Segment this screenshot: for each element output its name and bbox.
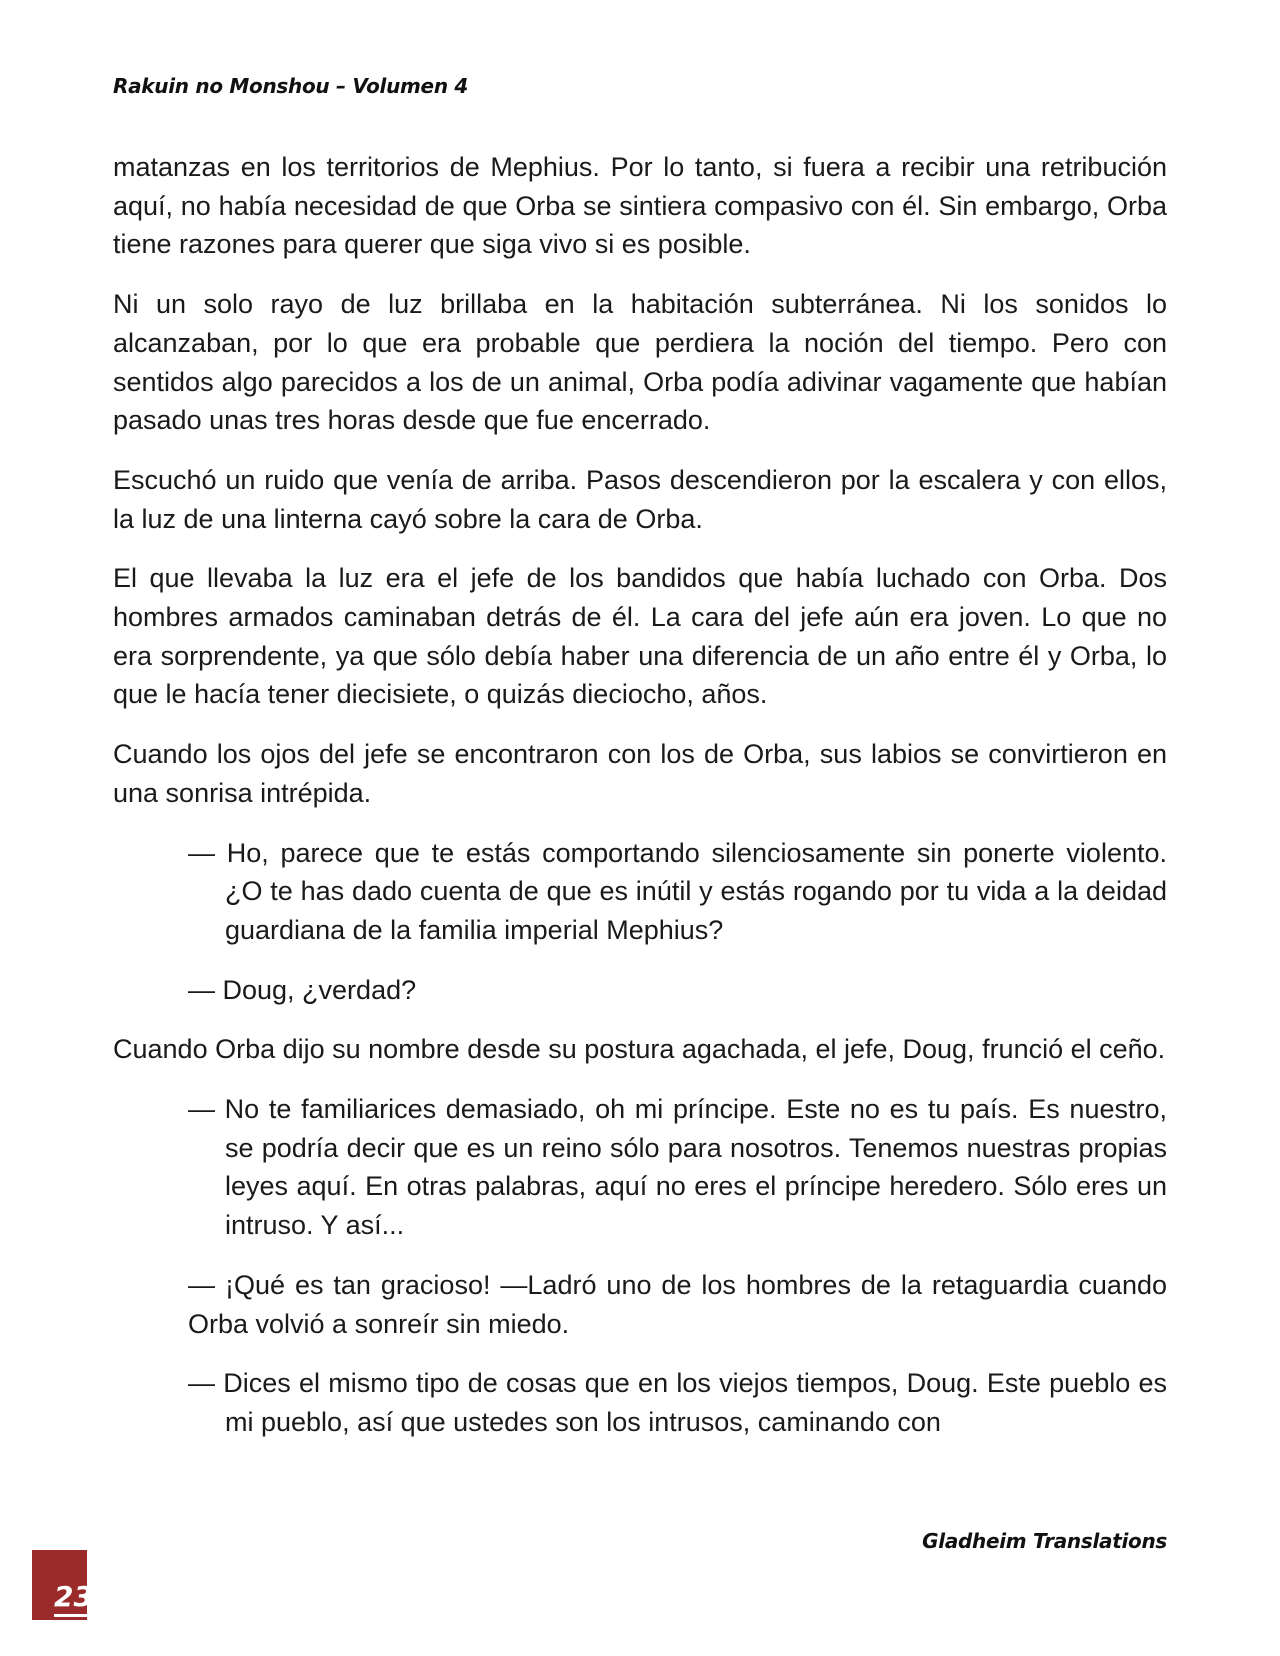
running-header: Rakuin no Monshou – Volumen 4 bbox=[113, 74, 469, 98]
page-number-underline bbox=[54, 1614, 94, 1617]
paragraph: Cuando los ojos del jefe se encontraron con los de Orba, sus labios se convirtieron en una sonrisa intrépida. bbox=[113, 739, 1167, 808]
dialog-line: — Doug, ¿verdad? bbox=[188, 974, 417, 1005]
chapter-body bbox=[113, 148, 1167, 1463]
page-number: 23 bbox=[54, 1580, 93, 1613]
dialog-line: — Dices el mismo tipo de cosas que en los viejos tiempos, Doug. Este pueblo es mi pueblo, así que ustedes son los intrusos, caminando con bbox=[188, 1368, 1167, 1437]
paragraph: Cuando Orba dijo su nombre desde su postura agachada, el jefe, Doug, frunció el ceño. bbox=[113, 1034, 1166, 1065]
paragraph: matanzas en los territorios de Mephius. Por lo tanto, si fuera a recibir una retribución aquí, no había necesidad de que Orba se sintiera compasivo con él. Sin embargo, Orba tiene razones para querer que siga vivo si es posible. bbox=[113, 152, 1167, 260]
dialog-line: — Ho, parece que te estás comportando silenciosamente sin ponerte violento. ¿O te has dado cuenta de que es inútil y estás rogando por tu vida a la deidad guardiana de la familia imperial Mephius? bbox=[188, 837, 1167, 945]
paragraph: El que llevaba la luz era el jefe de los bandidos que había luchado con Orba. Dos hombres armados caminaban detrás de él. La cara del jefe aún era joven. Lo que no era sorprendente, ya que sólo debía haber una diferencia de un año entre él y Orba, lo que le hacía tener diecisiete, o quizás dieciocho, años. bbox=[113, 563, 1167, 710]
paragraph: Ni un solo rayo de luz brillaba en la habitación subterránea. Ni los sonidos lo alcanzaban, por lo que era probable que perdiera la noción del tiempo. Pero con sentidos algo parecidos a los de un animal, Orba podía adivinar vagamente que habían pasado unas tres horas desde que fue encerrado. bbox=[113, 289, 1167, 436]
dialog-line: — ¡Qué es tan gracioso! —Ladró uno de los hombres de la retaguardia cuando Orba volvió a sonreír sin miedo. bbox=[188, 1269, 1167, 1339]
translator-credit: Gladheim Translations bbox=[922, 1529, 1167, 1553]
paragraph: Escuchó un ruido que venía de arriba. Pasos descendieron por la escalera y con ellos, la luz de una linterna cayó sobre la cara de Orba. bbox=[113, 464, 1167, 534]
page-number-badge bbox=[32, 1550, 93, 1620]
dialog-line: — No te familiarices demasiado, oh mi príncipe. Este no es tu país. Es nuestro, se podría decir que es un reino sólo para nosotros. Tenemos nuestras propias leyes aquí. En otras palabras, aquí no eres el príncipe heredero. Sólo eres un intruso. Y así... bbox=[188, 1094, 1167, 1241]
